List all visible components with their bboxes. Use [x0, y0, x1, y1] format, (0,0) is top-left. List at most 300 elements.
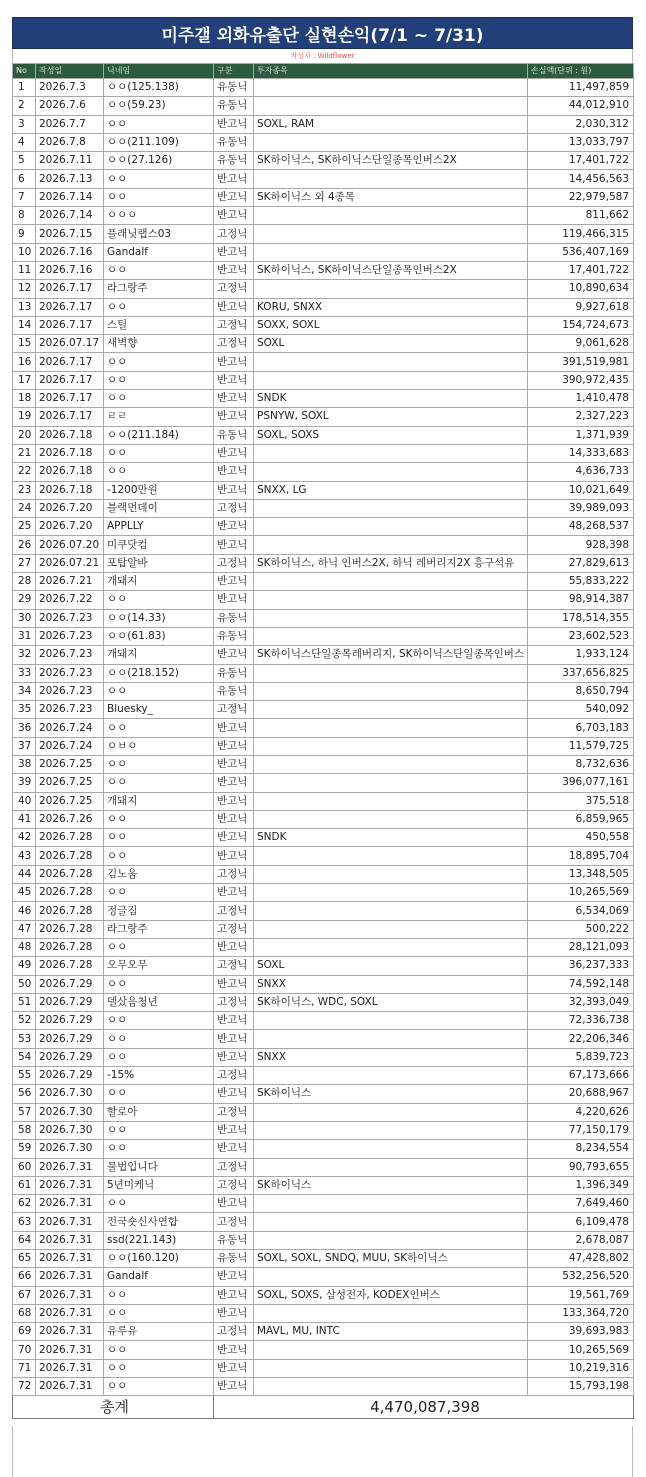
total-value: 4,470,087,398 [214, 1396, 634, 1419]
cell-no: 70 [13, 1341, 36, 1359]
cell-date: 2026.7.31 [36, 1158, 104, 1176]
cell-no: 50 [13, 975, 36, 993]
cell-type: 반고닉 [214, 463, 254, 481]
cell-type: 고정닉 [214, 902, 254, 920]
cell-loss: 10,265,569 [528, 884, 634, 902]
cell-stocks [254, 1304, 528, 1322]
table-row [13, 957, 634, 975]
cell-no: 49 [13, 957, 36, 975]
loss-table [12, 63, 634, 1419]
cell-stocks [254, 1359, 528, 1377]
cell-loss: 20,688,967 [528, 1085, 634, 1103]
cell-no: 18 [13, 390, 36, 408]
cell-date: 2026.7.17 [36, 298, 104, 316]
table-row [13, 353, 634, 371]
cell-nickname: ㅇㅇ [104, 1030, 214, 1048]
author-note: 작성자 : Wildflower [12, 49, 633, 63]
cell-date: 2026.7.23 [36, 609, 104, 627]
cell-stocks [254, 353, 528, 371]
cell-no: 19 [13, 408, 36, 426]
cell-type: 반고닉 [214, 975, 254, 993]
cell-nickname: ㅇㅇ [104, 444, 214, 462]
table-row [13, 609, 634, 627]
cell-stocks [254, 884, 528, 902]
cell-date: 2026.7.20 [36, 518, 104, 536]
table-row [13, 518, 634, 536]
cell-nickname: 스틸 [104, 316, 214, 334]
cell-stocks: SNDK [254, 390, 528, 408]
cell-no: 31 [13, 627, 36, 645]
table-row [13, 847, 634, 865]
cell-type: 반고닉 [214, 261, 254, 279]
cell-no: 33 [13, 664, 36, 682]
cell-loss: 1,371,939 [528, 426, 634, 444]
cell-stocks [254, 170, 528, 188]
cell-loss: 500,222 [528, 920, 634, 938]
cell-loss: 55,833,222 [528, 573, 634, 591]
table-row [13, 463, 634, 481]
cell-no: 62 [13, 1195, 36, 1213]
cell-type: 유동닉 [214, 627, 254, 645]
cell-nickname: 할로아 [104, 1103, 214, 1121]
cell-date: 2026.7.30 [36, 1085, 104, 1103]
cell-no: 42 [13, 829, 36, 847]
cell-loss: 2,678,087 [528, 1231, 634, 1249]
table-row [13, 133, 634, 151]
cell-loss: 536,407,169 [528, 243, 634, 261]
cell-type: 유동닉 [214, 133, 254, 151]
cell-stocks [254, 755, 528, 773]
cell-stocks: PSNYW, SOXL [254, 408, 528, 426]
cell-no: 29 [13, 591, 36, 609]
cell-type: 반고닉 [214, 1341, 254, 1359]
cell-stocks [254, 792, 528, 810]
cell-stocks [254, 682, 528, 700]
cell-type: 반고닉 [214, 298, 254, 316]
cell-loss: 13,033,797 [528, 133, 634, 151]
cell-no: 48 [13, 938, 36, 956]
cell-no: 30 [13, 609, 36, 627]
cell-type: 반고닉 [214, 353, 254, 371]
cell-loss: 44,012,910 [528, 97, 634, 115]
cell-loss: 119,466,315 [528, 225, 634, 243]
cell-nickname: ssd(221.143) [104, 1231, 214, 1249]
cell-no: 66 [13, 1268, 36, 1286]
table-row [13, 115, 634, 133]
cell-stocks: SOXX, SOXL [254, 316, 528, 334]
cell-type: 고정닉 [214, 280, 254, 298]
cell-type: 고정닉 [214, 499, 254, 517]
table-row [13, 664, 634, 682]
cell-loss: 4,220,626 [528, 1103, 634, 1121]
cell-nickname: ㅇㅇ(125.138) [104, 79, 214, 97]
cell-no: 51 [13, 993, 36, 1011]
cell-type: 반고닉 [214, 1030, 254, 1048]
col-header-nickname: 닉네임 [104, 64, 214, 79]
report-title: 미주갤 외화유출단 실현손익(7/1 ~ 7/31) [12, 17, 633, 49]
cell-loss: 2,030,312 [528, 115, 634, 133]
cell-date: 2026.7.28 [36, 829, 104, 847]
cell-date: 2026.7.17 [36, 316, 104, 334]
cell-loss: 19,561,769 [528, 1286, 634, 1304]
cell-loss: 17,401,722 [528, 152, 634, 170]
cell-loss: 10,219,316 [528, 1359, 634, 1377]
table-row [13, 1231, 634, 1249]
table-row [13, 335, 634, 353]
cell-nickname: APPLLY [104, 518, 214, 536]
cell-loss: 6,109,478 [528, 1213, 634, 1231]
cell-no: 6 [13, 170, 36, 188]
cell-nickname: ㅇㅇ [104, 719, 214, 737]
cell-type: 반고닉 [214, 573, 254, 591]
table-row [13, 774, 634, 792]
cell-no: 67 [13, 1286, 36, 1304]
cell-date: 2026.7.7 [36, 115, 104, 133]
table-row [13, 755, 634, 773]
cell-stocks [254, 536, 528, 554]
cell-stocks: SOXL, RAM [254, 115, 528, 133]
cell-type: 반고닉 [214, 207, 254, 225]
table-row [13, 975, 634, 993]
cell-type: 반고닉 [214, 115, 254, 133]
col-header-type: 구분 [214, 64, 254, 79]
table-row [13, 408, 634, 426]
cell-date: 2026.7.21 [36, 573, 104, 591]
cell-stocks [254, 701, 528, 719]
cell-loss: 72,336,738 [528, 1012, 634, 1030]
cell-nickname: ㅇㅇ(211.109) [104, 133, 214, 151]
cell-type: 반고닉 [214, 188, 254, 206]
cell-no: 57 [13, 1103, 36, 1121]
cell-no: 17 [13, 371, 36, 389]
cell-stocks [254, 1158, 528, 1176]
table-row [13, 884, 634, 902]
cell-loss: 11,579,725 [528, 737, 634, 755]
cell-date: 2026.07.21 [36, 554, 104, 572]
table-row [13, 1176, 634, 1194]
cell-date: 2026.7.14 [36, 188, 104, 206]
cell-stocks [254, 847, 528, 865]
cell-stocks: SK하이닉스, SK하이닉스단일종목인버스2X [254, 261, 528, 279]
cell-date: 2026.7.29 [36, 1030, 104, 1048]
cell-loss: 67,173,666 [528, 1067, 634, 1085]
cell-date: 2026.7.23 [36, 664, 104, 682]
cell-type: 유동닉 [214, 79, 254, 97]
cell-stocks [254, 463, 528, 481]
cell-type: 고정닉 [214, 1158, 254, 1176]
cell-date: 2026.7.17 [36, 390, 104, 408]
cell-nickname: ㅇㅇ [104, 810, 214, 828]
table-row [13, 1048, 634, 1066]
cell-nickname: 라그랑주 [104, 280, 214, 298]
cell-no: 38 [13, 755, 36, 773]
cell-type: 반고닉 [214, 444, 254, 462]
cell-no: 41 [13, 810, 36, 828]
cell-type: 고정닉 [214, 865, 254, 883]
cell-date: 2026.7.31 [36, 1323, 104, 1341]
cell-type: 고정닉 [214, 1103, 254, 1121]
cell-no: 65 [13, 1250, 36, 1268]
cell-no: 1 [13, 79, 36, 97]
cell-stocks: SOXL [254, 957, 528, 975]
table-row [13, 79, 634, 97]
cell-stocks [254, 444, 528, 462]
cell-no: 59 [13, 1140, 36, 1158]
cell-nickname: ㅇㅇ(27.126) [104, 152, 214, 170]
cell-nickname: ㅇㅇ [104, 353, 214, 371]
cell-loss: 450,558 [528, 829, 634, 847]
cell-no: 23 [13, 481, 36, 499]
cell-date: 2026.7.31 [36, 1378, 104, 1396]
cell-type: 고정닉 [214, 1067, 254, 1085]
table-row [13, 261, 634, 279]
table-row [13, 1213, 634, 1231]
table-header-row [13, 64, 634, 79]
cell-loss: 540,092 [528, 701, 634, 719]
col-header-no: No [13, 64, 36, 79]
cell-loss: 532,256,520 [528, 1268, 634, 1286]
table-row [13, 1341, 634, 1359]
table-row [13, 682, 634, 700]
cell-type: 고정닉 [214, 701, 254, 719]
cell-no: 26 [13, 536, 36, 554]
table-row [13, 280, 634, 298]
cell-stocks: SNXX [254, 975, 528, 993]
cell-type: 유동닉 [214, 1250, 254, 1268]
cell-no: 36 [13, 719, 36, 737]
cell-date: 2026.7.28 [36, 902, 104, 920]
cell-loss: 390,972,435 [528, 371, 634, 389]
cell-type: 고정닉 [214, 1323, 254, 1341]
table-row [13, 1030, 634, 1048]
cell-date: 2026.7.13 [36, 170, 104, 188]
cell-date: 2026.7.29 [36, 993, 104, 1011]
cell-type: 반고닉 [214, 755, 254, 773]
cell-date: 2026.7.18 [36, 463, 104, 481]
cell-stocks [254, 609, 528, 627]
cell-date: 2026.7.22 [36, 591, 104, 609]
cell-stocks: SNXX [254, 1048, 528, 1066]
cell-loss: 8,732,636 [528, 755, 634, 773]
cell-date: 2026.7.11 [36, 152, 104, 170]
cell-stocks: SOXL, SOXS [254, 426, 528, 444]
table-row [13, 390, 634, 408]
cell-type: 유동닉 [214, 609, 254, 627]
cell-date: 2026.7.25 [36, 755, 104, 773]
cell-loss: 17,401,722 [528, 261, 634, 279]
cell-date: 2026.7.30 [36, 1103, 104, 1121]
cell-no: 24 [13, 499, 36, 517]
table-row [13, 1085, 634, 1103]
cell-loss: 48,268,537 [528, 518, 634, 536]
cell-type: 반고닉 [214, 591, 254, 609]
cell-no: 45 [13, 884, 36, 902]
cell-no: 7 [13, 188, 36, 206]
cell-date: 2026.7.26 [36, 810, 104, 828]
cell-stocks [254, 591, 528, 609]
cell-nickname: ㅇㅇ [104, 829, 214, 847]
cell-stocks: SNDK [254, 829, 528, 847]
cell-loss: 23,602,523 [528, 627, 634, 645]
cell-type: 고정닉 [214, 335, 254, 353]
cell-no: 47 [13, 920, 36, 938]
cell-nickname: ㅇㅇ [104, 1304, 214, 1322]
cell-date: 2026.7.28 [36, 920, 104, 938]
cell-stocks [254, 499, 528, 517]
cell-date: 2026.7.29 [36, 975, 104, 993]
table-row [13, 316, 634, 334]
cell-nickname: Gandalf [104, 1268, 214, 1286]
cell-no: 60 [13, 1158, 36, 1176]
cell-loss: 8,650,794 [528, 682, 634, 700]
table-row [13, 920, 634, 938]
cell-no: 13 [13, 298, 36, 316]
cell-loss: 15,793,198 [528, 1378, 634, 1396]
cell-no: 35 [13, 701, 36, 719]
cell-no: 25 [13, 518, 36, 536]
cell-stocks [254, 865, 528, 883]
cell-date: 2026.7.28 [36, 957, 104, 975]
cell-type: 반고닉 [214, 1304, 254, 1322]
cell-loss: 74,592,148 [528, 975, 634, 993]
cell-date: 2026.7.30 [36, 1121, 104, 1139]
cell-type: 유동닉 [214, 426, 254, 444]
cell-stocks: SOXL, SOXS, 삼성전자, KODEX인버스 [254, 1286, 528, 1304]
cell-no: 15 [13, 335, 36, 353]
cell-no: 16 [13, 353, 36, 371]
cell-loss: 178,514,355 [528, 609, 634, 627]
cell-nickname: -15% [104, 1067, 214, 1085]
cell-stocks [254, 1030, 528, 1048]
cell-loss: 10,890,634 [528, 280, 634, 298]
cell-date: 2026.7.17 [36, 353, 104, 371]
cell-no: 4 [13, 133, 36, 151]
cell-nickname: ㅇㅇ [104, 1048, 214, 1066]
cell-no: 55 [13, 1067, 36, 1085]
table-row [13, 701, 634, 719]
table-row [13, 792, 634, 810]
cell-stocks [254, 1195, 528, 1213]
table-row [13, 1067, 634, 1085]
cell-no: 10 [13, 243, 36, 261]
table-row [13, 152, 634, 170]
cell-no: 11 [13, 261, 36, 279]
table-row [13, 426, 634, 444]
table-row [13, 1158, 634, 1176]
cell-nickname: ㅇㅇ [104, 463, 214, 481]
cell-stocks: SK하이닉스 [254, 1085, 528, 1103]
table-row [13, 1121, 634, 1139]
cell-nickname: ㅇㅇ [104, 170, 214, 188]
cell-loss: 6,859,965 [528, 810, 634, 828]
cell-nickname: ㅇㅇ(59.23) [104, 97, 214, 115]
cell-stocks [254, 133, 528, 151]
cell-loss: 18,895,704 [528, 847, 634, 865]
cell-no: 72 [13, 1378, 36, 1396]
cell-stocks [254, 920, 528, 938]
cell-no: 12 [13, 280, 36, 298]
cell-nickname: 개돼지 [104, 792, 214, 810]
cell-date: 2026.7.28 [36, 847, 104, 865]
cell-type: 반고닉 [214, 1140, 254, 1158]
cell-nickname: Bluesky_ [104, 701, 214, 719]
table-row [13, 1140, 634, 1158]
cell-nickname: Gandalf [104, 243, 214, 261]
cell-nickname: ㅇㅇ [104, 1012, 214, 1030]
cell-type: 반고닉 [214, 1048, 254, 1066]
cell-date: 2026.7.20 [36, 499, 104, 517]
cell-stocks [254, 1268, 528, 1286]
cell-date: 2026.07.17 [36, 335, 104, 353]
cell-loss: 133,364,720 [528, 1304, 634, 1322]
cell-stocks: MAVL, MU, INTC [254, 1323, 528, 1341]
cell-date: 2026.7.28 [36, 884, 104, 902]
cell-date: 2026.7.18 [36, 481, 104, 499]
cell-date: 2026.7.3 [36, 79, 104, 97]
cell-stocks [254, 1231, 528, 1249]
cell-stocks: SK하이닉스, SK하이닉스단일종목인버스2X [254, 152, 528, 170]
cell-stocks: SK하이닉스 외 4종목 [254, 188, 528, 206]
cell-loss: 1,933,124 [528, 646, 634, 664]
cell-type: 반고닉 [214, 792, 254, 810]
cell-stocks: SOXL [254, 335, 528, 353]
cell-loss: 2,327,223 [528, 408, 634, 426]
cell-no: 43 [13, 847, 36, 865]
cell-type: 반고닉 [214, 737, 254, 755]
cell-date: 2026.7.6 [36, 97, 104, 115]
cell-stocks: SNXX, LG [254, 481, 528, 499]
cell-loss: 39,693,983 [528, 1323, 634, 1341]
cell-date: 2026.7.31 [36, 1359, 104, 1377]
cell-no: 37 [13, 737, 36, 755]
cell-stocks [254, 1378, 528, 1396]
cell-loss: 811,662 [528, 207, 634, 225]
cell-stocks [254, 225, 528, 243]
cell-stocks [254, 207, 528, 225]
cell-nickname: 개돼지 [104, 573, 214, 591]
cell-nickname: 김노움 [104, 865, 214, 883]
cell-nickname: ㅇㅇ [104, 774, 214, 792]
cell-date: 2026.7.31 [36, 1195, 104, 1213]
report-sheet [12, 17, 633, 1419]
empty-area [12, 1426, 633, 1477]
cell-stocks: SK하이닉스 [254, 1176, 528, 1194]
cell-loss: 391,519,981 [528, 353, 634, 371]
cell-loss: 10,021,649 [528, 481, 634, 499]
cell-stocks: SK하이닉스, WDC, SOXL [254, 993, 528, 1011]
cell-loss: 8,234,554 [528, 1140, 634, 1158]
cell-no: 22 [13, 463, 36, 481]
cell-stocks: SK하이닉스단일종목레버리지, SK하이닉스단일종목인버스 [254, 646, 528, 664]
cell-no: 14 [13, 316, 36, 334]
cell-nickname: 정글짐 [104, 902, 214, 920]
col-header-stocks: 투자종목 [254, 64, 528, 79]
cell-loss: 11,497,859 [528, 79, 634, 97]
cell-type: 고정닉 [214, 1176, 254, 1194]
cell-type: 반고닉 [214, 1195, 254, 1213]
cell-loss: 14,333,683 [528, 444, 634, 462]
table-row [13, 1304, 634, 1322]
cell-date: 2026.7.23 [36, 682, 104, 700]
table-row [13, 1323, 634, 1341]
cell-stocks [254, 938, 528, 956]
cell-type: 고정닉 [214, 225, 254, 243]
cell-nickname: ㅇㅇ [104, 298, 214, 316]
table-row [13, 810, 634, 828]
table-row [13, 298, 634, 316]
cell-loss: 1,396,349 [528, 1176, 634, 1194]
cell-nickname: 새벽향 [104, 335, 214, 353]
